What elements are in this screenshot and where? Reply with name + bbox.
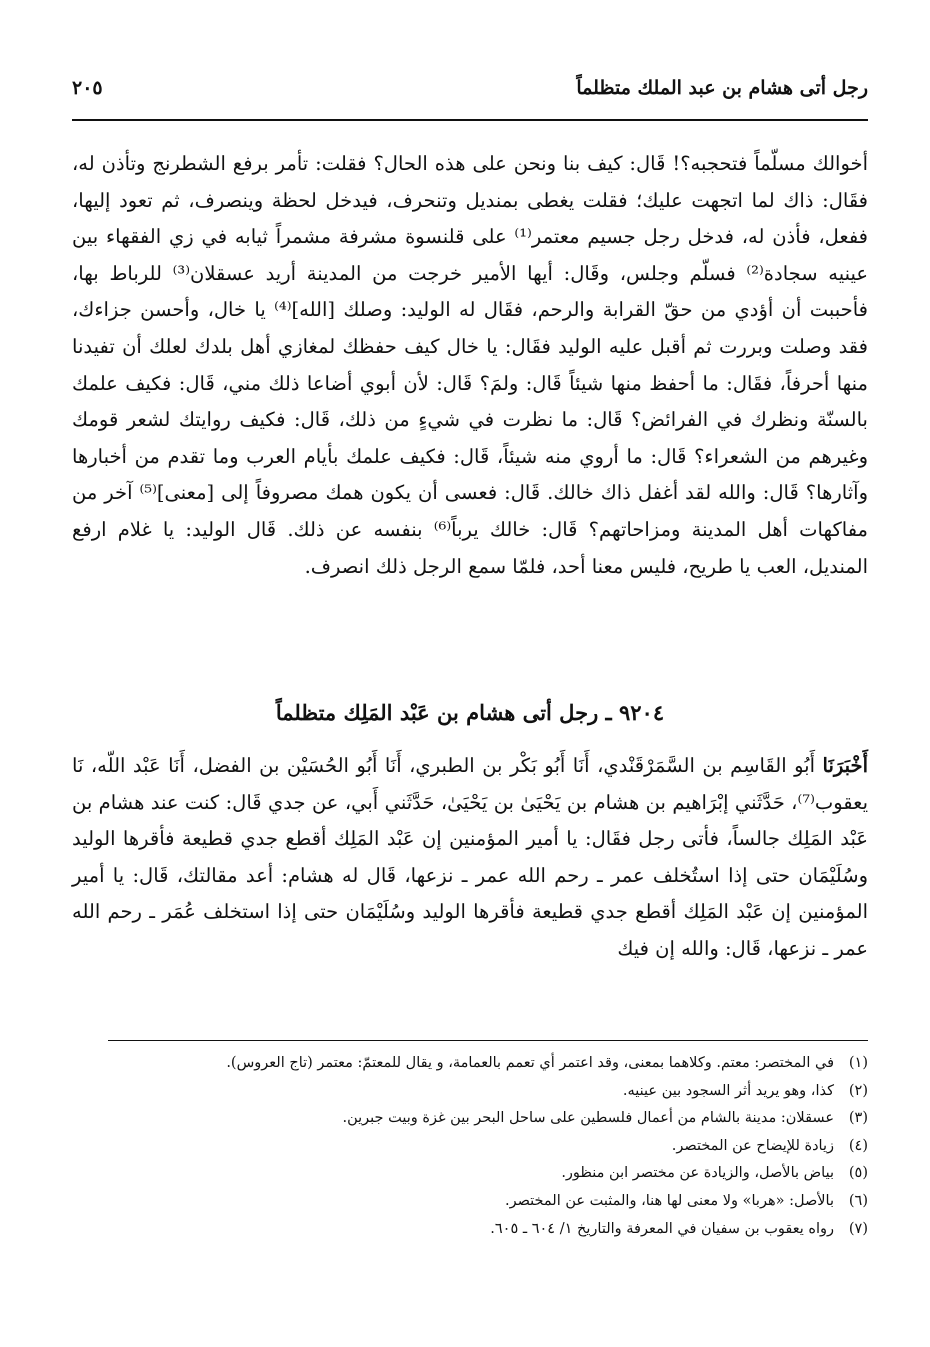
paragraph: أخوالك مسلّماً فتحجبه؟! قَال: كيف بنا ونحن على هذه الحال؟ فقلت: تأمر برفع الشطرنج وتأذن له، فقَال: ذاك لما اتجهت عليك؛ فقلت يغطى بمنديل وتنحرف، فيدخل لحظة وينصرف، ثم تعود إليها، ففعل، فأذن له، فدخل رجل جسيم معتمر⁽¹⁾ على قلنسوة مشرفة مشمراً ثيابه في زي الفقهاء بين عينيه سجادة⁽²⁾ فسلّم وجلس، وقَال: أيها الأمير خرجت من المدينة أريد عسقلان⁽³⁾ للرباط بها، فأحببت أن أؤدي من حقّ القرابة والرحم، فقَال له الوليد: وصلك [الله]⁽⁴⁾ يا خال، وأحسن جزاءك، فقد وصلت وبررت ثم أقبل عليه الوليد فقَال: يا خال كيف حفظك لمغازي أهل بلدك لعلك أن تفيدنا منها أحرفاً، فقَال: ما أحفظ منها شيئاً قَال: ولمَ؟ قَال: لأن أبوي أضاعا ذلك مني، قَال: فكيف علمك بالسنّة ونظرك في الفرائض؟ قَال: ما نظرت في شيءٍ من ذلك، قَال: فكيف روايتك لشعر قومك وغيرهم من الشعراء؟ قَال: ما أروي منه شيئاً، قَال: فكيف علمك بأيام العرب وما تقدم من أخبارها وآثارها؟ قَال: والله لقد أغفل ذاك خالك. قَال: فعسى أن يكون همك مصروفاً إلى [معنى]⁽⁵⁾ آخر من مفاكهات أهل المدينة ومزاحاتهم؟ قَال: خالك يرباً⁽⁶⁾ بنفسه عن ذلك. قَال الوليد: يا غلام ارفع المنديل، العب يا طريح، فليس معنا أحد، فلمّا سمع الرجل ذلك انصرف. — [72, 152, 869, 578]
footnote-text: كذا، وهو يريد أثر السجود بين عينيه. — [622, 1082, 834, 1099]
footnote-text: بالأصل: «هربا» ولا معنى لها هنا، والمثبت عن المختصر. — [504, 1192, 834, 1209]
footnote-text: زيادة للإيضاح عن المختصر. — [671, 1137, 834, 1154]
header-rule — [72, 119, 868, 121]
running-header — [72, 68, 868, 108]
footnote-item — [72, 1216, 868, 1244]
footnote-item — [72, 1133, 868, 1161]
footnote-rule — [108, 1040, 868, 1041]
paragraph-text: أَبُو القَاسِم بن السَّمَرْقَنْدي، أَنَا أَبُو بَكْر بن الطبري، أَنَا أَبُو الحُسَيْن بن الفضل، أَنَا عَبْد اللّه، نَا يعقوب⁽⁷⁾، حَدَّثَني إبْرَاهيم بن هشام بن يَحْيَىٰ بن يَحْيَىٰ، حَدَّثَني أَبي، عن جدي قَال: كنت عند هشام بن عَبْد المَلِك جالساً، فأتى رجل فقَال: يا أمير المؤمنين إن عَبْد المَلِك أقطع جدي قطيعة فأقرها الوليد وسُلَيْمَان حتى إذا استُخلف عمر ـ رحم الله عمر ـ نزعها، قَال له هشام: أعد مقالتك، قَال: يا أمير المؤمنين إن عَبْد المَلِك أقطع جدي قطيعة فأقرها الوليد وسُلَيْمَان حتى إذا استخلف عُمَر ـ رحم الله عمر ـ نزعها، قَال: والله إن فيك — [72, 754, 868, 960]
paragraph — [72, 748, 868, 968]
footnote-item — [72, 1105, 868, 1133]
footnote-item — [72, 1078, 868, 1106]
footnote-number: (٣) — [848, 1110, 868, 1127]
page-number: ٢٠٥ — [72, 77, 103, 99]
footnote-number: (٥) — [848, 1165, 868, 1182]
footnote-text: عسقلان: مدينة بالشام من أعمال فلسطين على ساحل البحر بين غزة وبيت جبرين. — [342, 1110, 834, 1127]
transmission-lead-word: أَخْبَرَنَا — [822, 754, 868, 777]
passage-continuation — [72, 146, 868, 585]
footnotes — [72, 1050, 868, 1243]
footnote-number: (١) — [848, 1055, 868, 1071]
section-heading: ٩٢٠٤ ـ رجل أتى هشام بن عَبْد المَلِك متظلماً — [275, 700, 665, 725]
running-title: رجل أتى هشام بن عبد الملك متظلماً — [576, 77, 868, 99]
footnote-text: رواه يعقوب بن سفيان في المعرفة والتاريخ ١/ ٦٠٤ ـ ٦٠٥. — [490, 1220, 834, 1237]
footnote-item — [72, 1050, 868, 1078]
footnote-item — [72, 1188, 868, 1216]
section-passage — [72, 748, 868, 968]
footnote-text: في المختصر: معتم. وكلاهما بمعنى، وقد اعتمر أي تعمم بالعمامة، و يقال للمعتمّ: معتمر (تاج العروس). — [226, 1055, 834, 1071]
footnote-number: (٦) — [848, 1192, 868, 1209]
footnote-item — [72, 1160, 868, 1188]
footnote-number: (٢) — [848, 1082, 868, 1099]
footnote-text: بياض بالأصل، والزيادة عن مختصر ابن منظور. — [561, 1165, 834, 1182]
footnote-number: (٤) — [848, 1137, 868, 1154]
footnote-number: (٧) — [848, 1220, 868, 1237]
